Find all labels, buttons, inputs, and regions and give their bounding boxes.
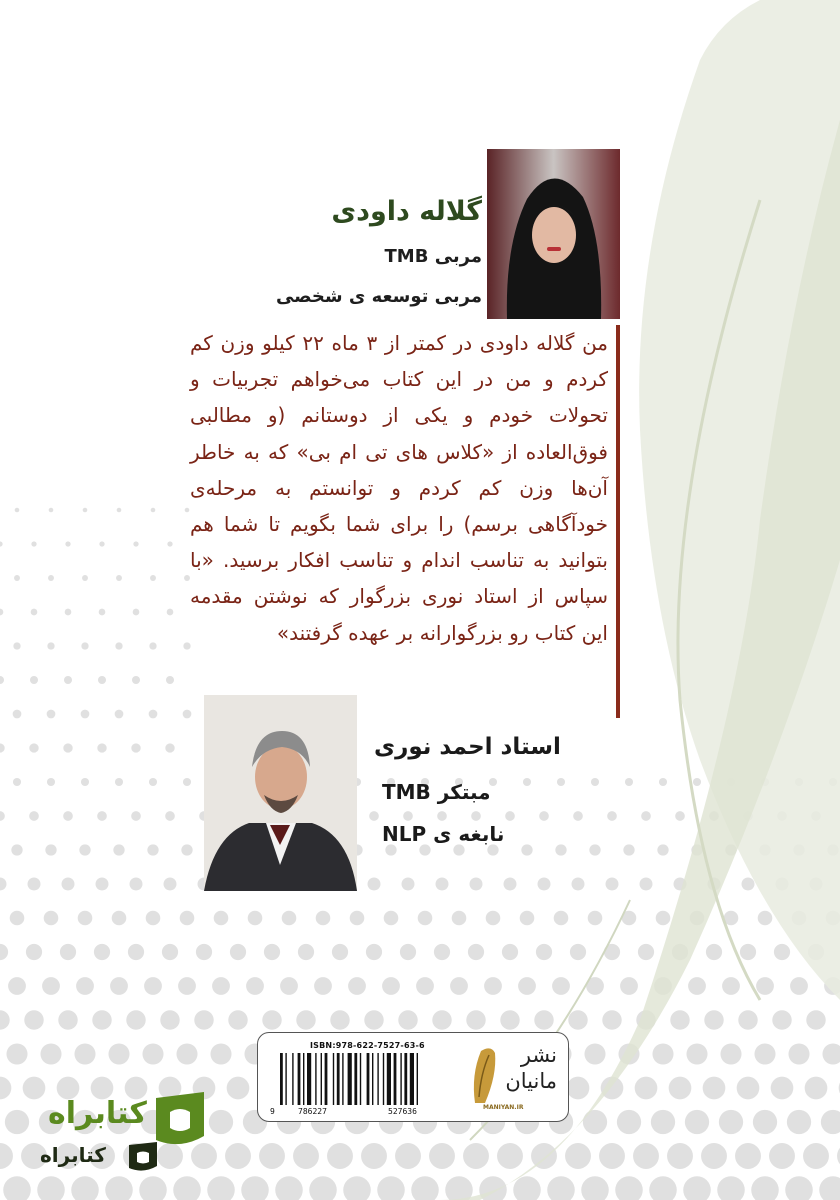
barcode-bar (372, 1053, 373, 1105)
mentor-photo (204, 695, 357, 891)
mentor-role-nlp: نابغه ی NLP (382, 822, 505, 846)
publisher-line-2: مانیان (505, 1069, 557, 1093)
author-name: گلاله داودی (331, 196, 482, 227)
barcode-digit-lead: 9 (270, 1107, 275, 1116)
author-role-coach: مربی توسعه ی شخصی (275, 286, 482, 307)
bio-text: من گلاله داودی در کمتر از ۳ ماه ۲۲ کیلو وزن کم کردم و من در این کتاب می‌خواهم تجربیات و تحولات خودم و یکی از دوستانم (و مطالبی فوق‌العاده از «کلاس های تی ام بی» که به خاطر آن‌ها وزن کم کردم و توانستم به مرحله‌ی خودآگاهی برسم) را برای شما بگویم تا شما هم بتوانید به تناسب اندام و تناسب افکار برسید. «با سپاس از استاد نوری بزرگوار که نوشتن مقدمه این کتاب رو بزرگوارانه بر عهده گرفتند» (190, 331, 609, 645)
barcode-bar (325, 1053, 328, 1105)
barcode-bar (383, 1053, 384, 1105)
barcode-bar (348, 1053, 352, 1105)
barcode-bar (280, 1053, 283, 1105)
isbn-text: ISBN:978-622-7527-63-6 (310, 1041, 425, 1050)
ketabrah-watermark (40, 1088, 215, 1183)
ketabrah-small-icon (126, 1140, 160, 1174)
mentor-name: استاد احمد نوری (374, 734, 561, 760)
barcode-bar (337, 1053, 340, 1105)
barcode-bar (315, 1053, 316, 1105)
ketabrah-small-text: کتابراه (40, 1143, 106, 1167)
barcode-digits-right: 527636 (388, 1107, 417, 1116)
barcode-bar (394, 1053, 397, 1105)
quill-icon (467, 1045, 501, 1105)
barcode-bar (292, 1053, 293, 1105)
barcode-bar (342, 1053, 343, 1105)
bio-block (190, 325, 620, 718)
barcode-bar (298, 1053, 301, 1105)
barcode-bar (360, 1053, 361, 1105)
barcode-bar (285, 1053, 286, 1105)
mentor-role-tmb: مبتکر TMB (382, 780, 491, 804)
publisher-line-1: نشر (520, 1043, 557, 1067)
barcode-bar (321, 1053, 322, 1105)
barcode-bar (410, 1053, 414, 1105)
author-role-tmb: مربی TMB (384, 246, 482, 267)
barcode-bars (280, 1053, 460, 1107)
barcode-panel (257, 1032, 569, 1122)
ketabrah-big-text: کتابراه (48, 1096, 147, 1131)
publisher-site: MANIYAN.IR (483, 1104, 524, 1111)
barcode-bar (387, 1053, 391, 1105)
barcode-bar (367, 1053, 370, 1105)
barcode-bar (333, 1053, 334, 1105)
barcode-bar (417, 1053, 418, 1105)
publisher-logo (467, 1041, 561, 1115)
barcode-bar (354, 1053, 357, 1105)
author-photo (487, 149, 620, 319)
barcode-bar (303, 1053, 304, 1105)
barcode-bar (307, 1053, 311, 1105)
barcode-bar (400, 1053, 401, 1105)
barcode-bar (377, 1053, 378, 1105)
barcode-digits-left: 786227 (298, 1107, 327, 1116)
barcode-bar (404, 1053, 407, 1105)
